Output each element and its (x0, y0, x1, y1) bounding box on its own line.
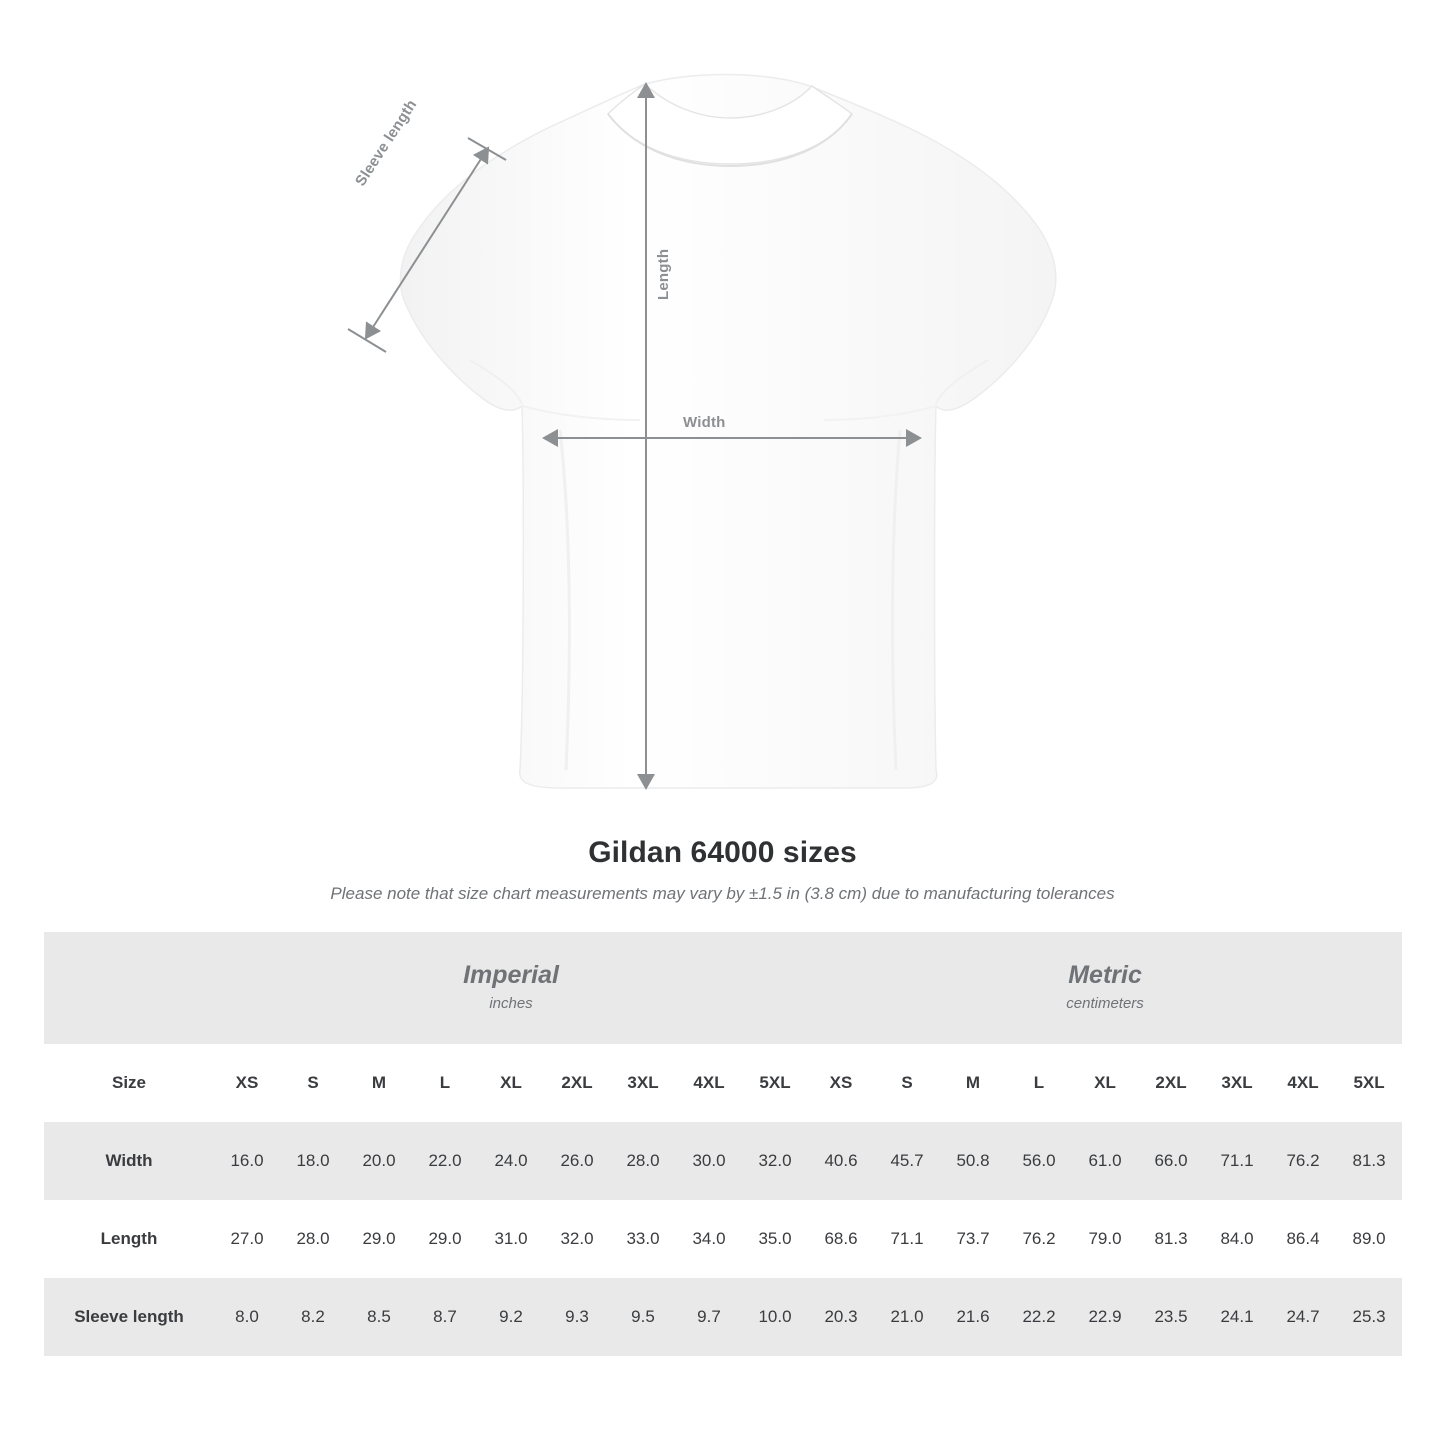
sleeve-imp-5xl: 10.0 (742, 1278, 808, 1356)
imperial-header (214, 932, 808, 1044)
sleeve-met-xs: 20.3 (808, 1278, 874, 1356)
metric-system-label: Metric (1068, 961, 1142, 990)
length-met-s: 71.1 (874, 1200, 940, 1278)
tshirt-shape (400, 75, 1055, 789)
size-header-imp-5xl: 5XL (742, 1044, 808, 1122)
length-met-m: 73.7 (940, 1200, 1006, 1278)
length-met-5xl: 89.0 (1336, 1200, 1402, 1278)
sleeve-imp-3xl: 9.5 (610, 1278, 676, 1356)
size-header-met-m: M (940, 1044, 1006, 1122)
length-imp-2xl: 32.0 (544, 1200, 610, 1278)
length-met-3xl: 84.0 (1204, 1200, 1270, 1278)
sleeve-imp-xs: 8.0 (214, 1278, 280, 1356)
sleeve-met-xl: 22.9 (1072, 1278, 1138, 1356)
sleeve-met-l: 22.2 (1006, 1278, 1072, 1356)
length-met-xs: 68.6 (808, 1200, 874, 1278)
sleeve-imp-s: 8.2 (280, 1278, 346, 1356)
width-met-xs: 40.6 (808, 1122, 874, 1200)
length-imp-s: 28.0 (280, 1200, 346, 1278)
sleeve-imp-4xl: 9.7 (676, 1278, 742, 1356)
size-header-imp-xs: XS (214, 1044, 280, 1122)
table-row (44, 1122, 1402, 1200)
size-header-met-5xl: 5XL (1336, 1044, 1402, 1122)
table-row (44, 1278, 1402, 1356)
width-imp-l: 22.0 (412, 1122, 478, 1200)
sleeve-length-label: Sleeve length (352, 96, 421, 190)
size-header-met-3xl: 3XL (1204, 1044, 1270, 1122)
length-met-2xl: 81.3 (1138, 1200, 1204, 1278)
title-block (0, 836, 1445, 904)
unit-header-spacer (44, 932, 214, 1044)
size-table-wrapper (44, 932, 1401, 1356)
tolerance-note: Please note that size chart measurements may vary by ±1.5 in (3.8 cm) due to manufacturing tolerances (330, 884, 1115, 903)
page-title: Gildan 64000 sizes (588, 836, 857, 869)
metric-unit-label: centimeters (1066, 994, 1144, 1012)
size-row-label: Size (44, 1044, 214, 1122)
size-header-imp-xl: XL (478, 1044, 544, 1122)
width-imp-xl: 24.0 (478, 1122, 544, 1200)
imperial-unit-label: inches (489, 994, 533, 1012)
sleeve-imp-xl: 9.2 (478, 1278, 544, 1356)
width-met-m: 50.8 (940, 1122, 1006, 1200)
length-imp-l: 29.0 (412, 1200, 478, 1278)
size-table (44, 932, 1402, 1356)
length-met-l: 76.2 (1006, 1200, 1072, 1278)
size-header-met-s: S (874, 1044, 940, 1122)
width-imp-3xl: 28.0 (610, 1122, 676, 1200)
size-header-imp-l: L (412, 1044, 478, 1122)
width-imp-m: 20.0 (346, 1122, 412, 1200)
width-met-s: 45.7 (874, 1122, 940, 1200)
row-label-width: Width (44, 1122, 214, 1200)
imperial-system-label: Imperial (463, 961, 559, 990)
size-header-imp-m: M (346, 1044, 412, 1122)
size-header-imp-3xl: 3XL (610, 1044, 676, 1122)
size-header-imp-2xl: 2XL (544, 1044, 610, 1122)
width-label: Width (683, 414, 726, 431)
length-imp-5xl: 35.0 (742, 1200, 808, 1278)
width-met-xl: 61.0 (1072, 1122, 1138, 1200)
row-label-sleeve-length: Sleeve length (44, 1278, 214, 1356)
sleeve-met-5xl: 25.3 (1336, 1278, 1402, 1356)
width-imp-xs: 16.0 (214, 1122, 280, 1200)
sleeve-imp-2xl: 9.3 (544, 1278, 610, 1356)
size-header-met-l: L (1006, 1044, 1072, 1122)
size-header-imp-s: S (280, 1044, 346, 1122)
length-imp-m: 29.0 (346, 1200, 412, 1278)
size-header-met-xl: XL (1072, 1044, 1138, 1122)
length-imp-4xl: 34.0 (676, 1200, 742, 1278)
size-header-met-xs: XS (808, 1044, 874, 1122)
length-imp-xl: 31.0 (478, 1200, 544, 1278)
width-met-2xl: 66.0 (1138, 1122, 1204, 1200)
width-imp-2xl: 26.0 (544, 1122, 610, 1200)
length-imp-xs: 27.0 (214, 1200, 280, 1278)
metric-header (808, 932, 1402, 1044)
size-header-met-2xl: 2XL (1138, 1044, 1204, 1122)
width-met-3xl: 71.1 (1204, 1122, 1270, 1200)
length-met-xl: 79.0 (1072, 1200, 1138, 1278)
width-met-5xl: 81.3 (1336, 1122, 1402, 1200)
width-met-4xl: 76.2 (1270, 1122, 1336, 1200)
width-imp-4xl: 30.0 (676, 1122, 742, 1200)
width-met-l: 56.0 (1006, 1122, 1072, 1200)
sleeve-met-3xl: 24.1 (1204, 1278, 1270, 1356)
sleeve-imp-m: 8.5 (346, 1278, 412, 1356)
size-header-row (44, 1044, 1402, 1122)
size-header-imp-4xl: 4XL (676, 1044, 742, 1122)
size-header-met-4xl: 4XL (1270, 1044, 1336, 1122)
sleeve-met-m: 21.6 (940, 1278, 1006, 1356)
table-row (44, 1200, 1402, 1278)
unit-header-row (44, 932, 1402, 1044)
sleeve-met-2xl: 23.5 (1138, 1278, 1204, 1356)
length-label: Length (655, 248, 672, 300)
length-imp-3xl: 33.0 (610, 1200, 676, 1278)
sleeve-met-4xl: 24.7 (1270, 1278, 1336, 1356)
length-met-4xl: 86.4 (1270, 1200, 1336, 1278)
width-imp-s: 18.0 (280, 1122, 346, 1200)
sleeve-met-s: 21.0 (874, 1278, 940, 1356)
row-label-length: Length (44, 1200, 214, 1278)
sleeve-imp-l: 8.7 (412, 1278, 478, 1356)
width-imp-5xl: 32.0 (742, 1122, 808, 1200)
